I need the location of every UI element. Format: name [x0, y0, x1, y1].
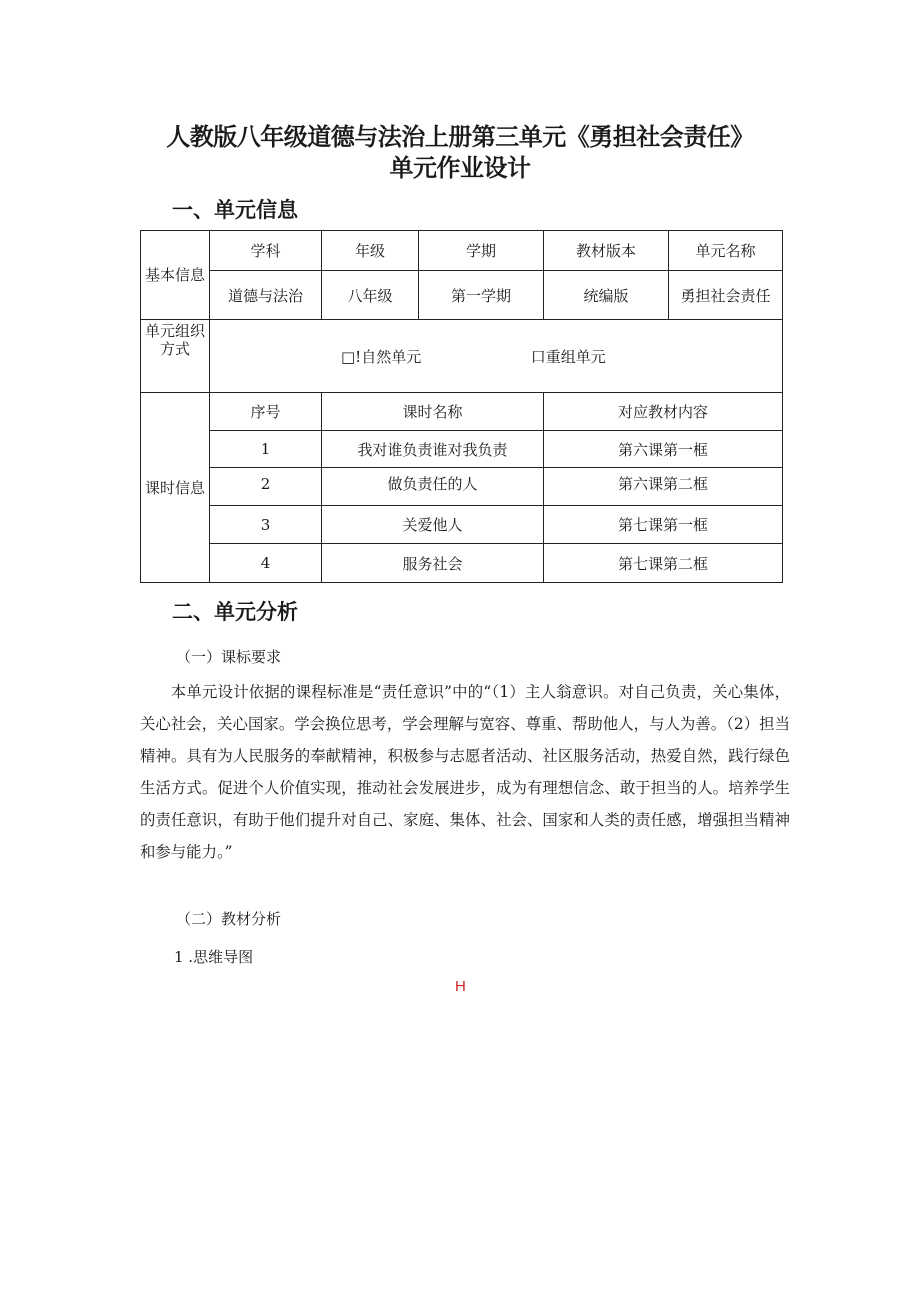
org-mode-options — [210, 320, 783, 393]
lesson-header-content: 对应教材内容 — [544, 393, 783, 431]
lesson-number: 4 — [210, 544, 322, 583]
document-title-line2: 单元作业设计 — [389, 154, 531, 182]
org-mode-label: 单元组织方式 — [141, 320, 210, 393]
table-row — [141, 544, 783, 583]
lesson-name: 做负责任的人 — [322, 468, 544, 506]
lesson-name: 服务社会 — [322, 544, 544, 583]
lesson-content: 第七课第二框 — [544, 544, 783, 583]
value-subject: 道德与法治 — [210, 271, 322, 320]
unit-info-table — [140, 230, 783, 583]
item-mind-map: 1 .思维导图 — [174, 948, 254, 966]
section-heading-unit-info: 一、单元信息 — [172, 198, 298, 222]
lesson-content: 第六课第二框 — [544, 468, 783, 506]
header-grade: 年级 — [322, 231, 419, 271]
section-heading-unit-analysis: 二、单元分析 — [172, 600, 298, 624]
lesson-name: 我对谁负责谁对我负责 — [322, 431, 544, 468]
lesson-content: 第七课第一框 — [544, 506, 783, 544]
lesson-number: 2 — [210, 468, 322, 506]
table-row — [141, 468, 783, 506]
lesson-info-label: 课时信息 — [141, 393, 210, 583]
red-marker-text: H — [455, 978, 466, 995]
value-grade: 八年级 — [322, 271, 419, 320]
document-title-line1: 人教版八年级道德与法治上册第三单元《勇担社会责任》 — [166, 123, 754, 151]
org-option-natural: □!自然单元 — [341, 347, 422, 366]
header-unit-name: 单元名称 — [669, 231, 783, 271]
header-subject: 学科 — [210, 231, 322, 271]
lesson-content: 第六课第一框 — [544, 431, 783, 468]
lesson-number: 3 — [210, 506, 322, 544]
org-option-regroup: 口重组单元 — [530, 347, 606, 366]
table-row — [141, 506, 783, 544]
lesson-name: 关爱他人 — [322, 506, 544, 544]
lesson-header-name: 课时名称 — [322, 393, 544, 431]
value-unit-name: 勇担社会责任 — [669, 271, 783, 320]
header-semester: 学期 — [419, 231, 544, 271]
subheading-textbook-analysis: （二）教材分析 — [176, 910, 282, 928]
value-textbook-edition: 统编版 — [544, 271, 669, 320]
paragraph-text: 本单元设计依据的课程标准是“责任意识”中的“（1）主人翁意识。对自己负责，关心集体，关心社会，关心国家。学会换位思考，学会理解与宽容、尊重、帮助他人，与人为善。（2）担当精神。具有为人民服务的奉献精神，积极参与志愿者活动、社区服务活动，热爱自然，践行绿色生活方式。促进个人价值实现，推动社会发展进步，成为有理想信念、敢于担当的人。培养学生的责任意识，有助于他们提升对自己、家庭、集体、社会、国家和人类的责任感，增强担当精神和参与能力。” — [140, 683, 790, 861]
value-semester: 第一学期 — [419, 271, 544, 320]
lesson-number: 1 — [210, 431, 322, 468]
basic-info-label: 基本信息 — [141, 231, 210, 320]
lesson-header-number: 序号 — [210, 393, 322, 431]
table-row — [141, 431, 783, 468]
header-textbook-edition: 教材版本 — [544, 231, 669, 271]
curriculum-paragraph — [140, 676, 790, 868]
subheading-curriculum-requirements: （一）课标要求 — [176, 648, 282, 666]
